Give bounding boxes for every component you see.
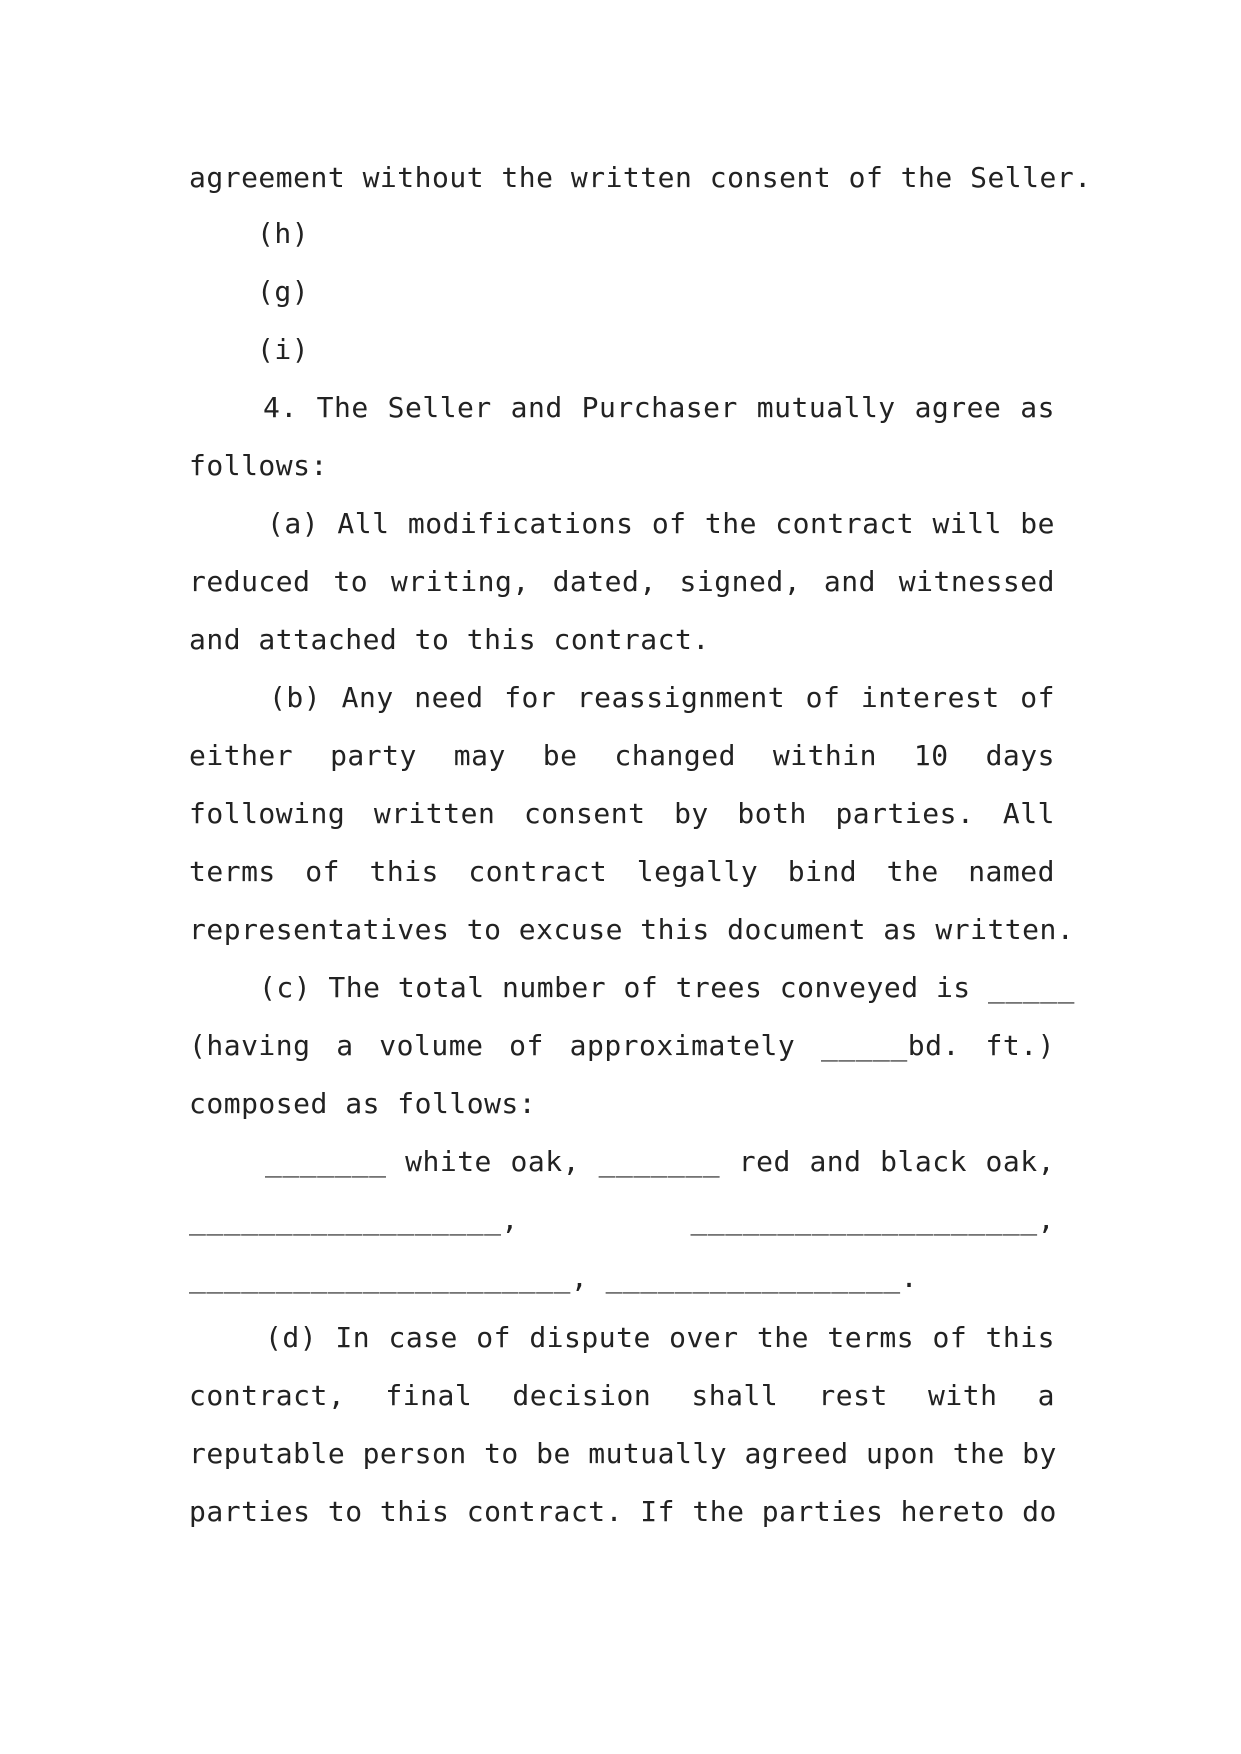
text-line: agreement without the written consent of the Seller. [189,161,1092,194]
clause-d-line: parties to this contract. If the parties hereto do [189,1495,1057,1528]
tree-species-line: __________________, ____________________, [189,1203,1055,1236]
tree-species-line: ______________________, _________________. [189,1261,919,1294]
clause-d-line: contract, final decision shall rest with a [189,1379,1055,1412]
clause-b-line: (b) Any need for reassignment of interest of [269,681,1055,714]
list-marker-i: (i) [257,333,310,366]
list-marker-h: (h) [257,217,310,250]
clause-c-line: (having a volume of approximately _____bd. ft.) [189,1029,1055,1062]
clause-b-line: either party may be changed within 10 days [189,739,1055,772]
clause-d-line: (d) In case of dispute over the terms of this [265,1321,1055,1354]
clause-b-line: terms of this contract legally bind the named [189,855,1055,888]
clause-a-line: and attached to this contract. [189,623,710,656]
list-marker-g: (g) [257,275,310,308]
clause-d-line: reputable person to be mutually agreed upon the by [189,1437,1057,1470]
clause-a-line: (a) All modifications of the contract will be [267,507,1055,540]
text-line: follows: [189,449,328,482]
clause-a-line: reduced to writing, dated, signed, and witnessed [189,565,1055,598]
clause-c-line: (c) The total number of trees conveyed is _____ [259,971,1075,1004]
clause-b-line: representatives to excuse this document as written. [189,913,1075,946]
section-4-heading: 4. The Seller and Purchaser mutually agree as [263,391,1055,424]
clause-c-line: composed as follows: [189,1087,537,1120]
tree-species-line: _______ white oak, _______ red and black oak, [265,1145,1055,1178]
clause-b-line: following written consent by both parties. All [189,797,1055,830]
